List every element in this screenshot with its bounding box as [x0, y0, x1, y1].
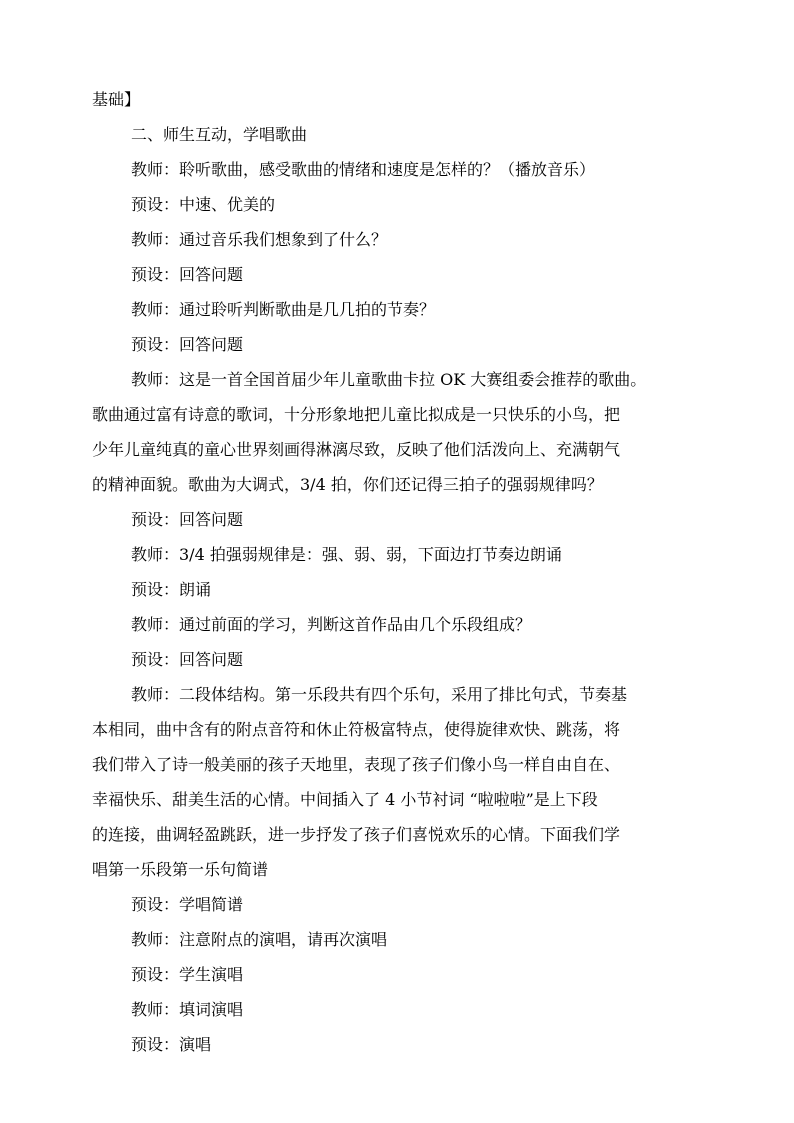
- section-heading: 二、师生互动，学唱歌曲: [131, 125, 308, 144]
- text-line: 预设：回答问题: [131, 650, 244, 669]
- text-line: 教师：注意附点的演唱，请再次演唱: [131, 930, 388, 949]
- text-line: 教师：3/4 拍强弱规律是：强、弱、弱，下面边打节奏边朗诵: [131, 545, 562, 564]
- text-line: 预设：回答问题: [131, 265, 244, 284]
- paragraph-line: 我们带入了诗一般美丽的孩子天地里，表现了孩子们像小鸟一样自由自在、: [92, 755, 621, 774]
- text-line: 预设：朗诵: [131, 580, 212, 599]
- paragraph-line: 歌曲通过富有诗意的歌词，十分形象地把儿童比拟成是一只快乐的小鸟，把: [92, 405, 621, 424]
- paragraph-line: 少年儿童纯真的童心世界刻画得淋漓尽致，反映了他们活泼向上、充满朝气: [92, 440, 621, 459]
- text-line: 预设：学唱简谱: [131, 895, 244, 914]
- paragraph: [92, 362, 704, 502]
- document-body: [92, 82, 704, 1062]
- paragraph-line: 唱第一乐段第一乐句简谱: [92, 860, 269, 879]
- text-line: 教师：填词演唱: [131, 1000, 244, 1019]
- paragraph-line: 教师：二段体结构。第一乐段共有四个乐句，采用了排比句式，节奏基: [131, 685, 628, 704]
- paragraph-line: 本相同，曲中含有的附点音符和休止符极富特点，使得旋律欢快、跳荡，将: [92, 720, 621, 739]
- text-line: 教师：通过聆听判断歌曲是几几拍的节奏？: [131, 300, 436, 319]
- text-line: 教师：通过音乐我们想象到了什么？: [131, 230, 388, 249]
- text-line: 教师：通过前面的学习，判断这首作品由几个乐段组成？: [131, 615, 532, 634]
- text-line: 预设：学生演唱: [131, 965, 244, 984]
- text-line: 预设：回答问题: [131, 335, 244, 354]
- text-line: 预设：中速、优美的: [131, 195, 276, 214]
- text-line: 预设：演唱: [131, 1035, 212, 1054]
- paragraph-line: 的精神面貌。歌曲为大调式，3/4 拍，你们还记得三拍子的强弱规律吗？: [92, 475, 603, 494]
- paragraph-line: 幸福快乐、甜美生活的心情。中间插入了 4 小节衬词 “啦啦啦”是上下段: [92, 790, 598, 809]
- text-line: 教师：聆听歌曲，感受歌曲的情绪和速度是怎样的？（播放音乐）: [131, 160, 596, 179]
- paragraph-line: 的连接，曲调轻盈跳跃，进一步抒发了孩子们喜悦欢乐的心情。下面我们学: [92, 825, 621, 844]
- paragraph: [92, 677, 704, 887]
- text-line: 预设：回答问题: [131, 510, 244, 529]
- paragraph-line: 教师：这是一首全国首届少年儿童歌曲卡拉 OK 大赛组委会推荐的歌曲。: [131, 370, 647, 389]
- text-line: 基础】: [92, 90, 141, 109]
